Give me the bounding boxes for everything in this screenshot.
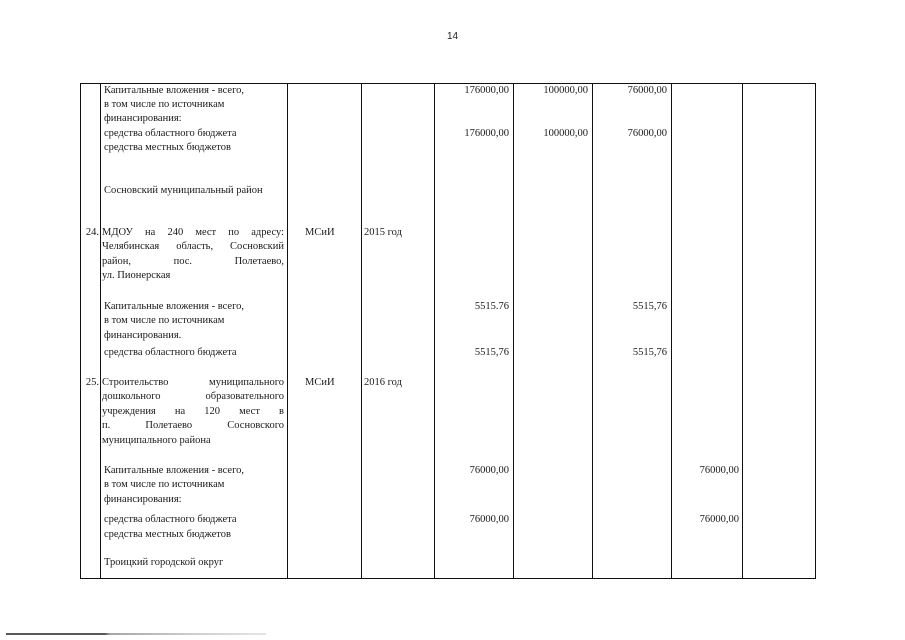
row-number: 24. [85, 227, 99, 238]
amount-cell: 5515,76 [632, 347, 667, 358]
funding-label-sub: финансирования: [104, 494, 182, 505]
amount-cell: 5515,76 [474, 347, 509, 358]
column-divider [100, 83, 101, 579]
row-number: 25. [85, 377, 99, 388]
column-divider [513, 83, 514, 579]
amount-cell: 100000,00 [543, 128, 588, 139]
object-name [102, 376, 284, 448]
amount-cell: 176000,00 [464, 85, 509, 96]
funding-label-regional: средства областного бюджета [104, 514, 237, 525]
amount-cell: 76000,00 [699, 465, 739, 476]
object-name-line: ул. Пионерская [102, 270, 171, 282]
customer-cell: МСиИ [305, 377, 335, 388]
funding-label-sub: в том числе по источникам [104, 99, 225, 110]
funding-label-total: Капитальные вложения - всего, [104, 85, 244, 96]
amount-cell: 76000,00 [469, 514, 509, 525]
funding-label-local: средства местных бюджетов [104, 529, 231, 540]
funding-label-sub: финансирования: [104, 113, 182, 124]
funding-label-sub: в том числе по источникам [104, 315, 225, 326]
funding-label-regional: средства областного бюджета [104, 128, 237, 139]
object-name-line: п. Полетаево Сосновского [102, 420, 284, 432]
object-name-line: Строительство муниципального [102, 377, 284, 388]
page-number: 14 [446, 31, 459, 42]
amount-cell: 76000,00 [627, 85, 667, 96]
customer-cell: МСиИ [305, 227, 335, 238]
funding-label-local: средства местных бюджетов [104, 142, 231, 153]
footer-rule [6, 633, 266, 635]
column-divider [434, 83, 435, 579]
object-name-line: учреждения на 120 мест в [102, 405, 284, 417]
object-name-line: район, пос. Полетаево, [102, 255, 284, 267]
year-cell: 2015 год [364, 227, 402, 238]
funding-label-sub: в том числе по источникам [104, 479, 225, 490]
column-divider [742, 83, 743, 579]
column-divider [592, 83, 593, 579]
amount-cell: 76000,00 [627, 128, 667, 139]
funding-label-sub: финансирования. [104, 330, 182, 341]
amount-cell: 5515,76 [632, 301, 667, 312]
amount-cell: 100000,00 [543, 85, 588, 96]
column-divider [287, 83, 288, 579]
amount-cell: 76000,00 [469, 465, 509, 476]
object-name-line: МДОУ на 240 мест по адресу: [102, 227, 284, 238]
object-name-line: муниципального района [102, 434, 211, 446]
amount-cell: 76000,00 [699, 514, 739, 525]
object-name [102, 226, 284, 284]
object-name-line: дошкольного образовательного [102, 391, 284, 403]
amount-cell: 176000,00 [464, 128, 509, 139]
district-heading: Сосновский муниципальный район [104, 185, 263, 196]
amount-cell: 5515.76 [474, 301, 509, 312]
funding-label-total: Капитальные вложения - всего, [104, 465, 244, 476]
object-name-line: Челябинская область, Сосновский [102, 241, 284, 253]
table-frame [80, 83, 816, 579]
funding-label-regional: средства областного бюджета [104, 347, 237, 358]
column-divider [671, 83, 672, 579]
funding-label-total: Капитальные вложения - всего, [104, 301, 244, 312]
year-cell: 2016 год [364, 377, 402, 388]
column-divider [361, 83, 362, 579]
district-heading: Троицкий городской округ [104, 557, 224, 568]
